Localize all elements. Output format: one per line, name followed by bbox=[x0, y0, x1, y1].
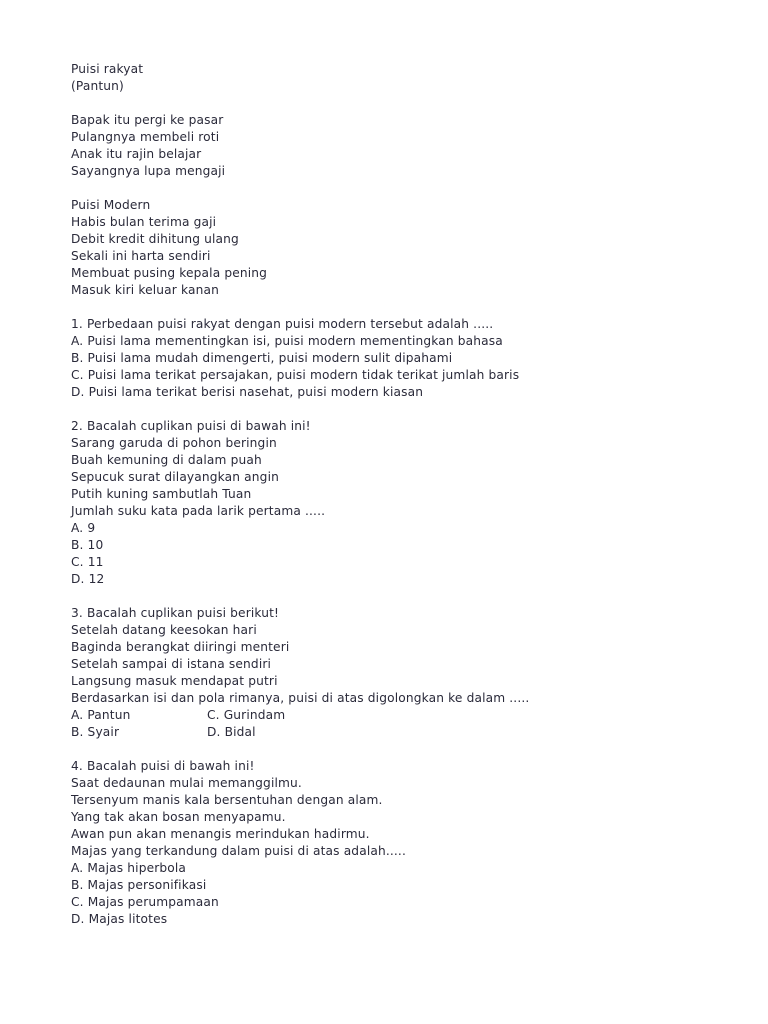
poem-line: Setelah datang keesokan hari bbox=[71, 623, 257, 637]
question-text: 1. Perbedaan puisi rakyat dengan puisi modern tersebut adalah ..... bbox=[71, 317, 494, 331]
answer-option: B. Syair bbox=[71, 725, 120, 739]
answer-option: A. 9 bbox=[71, 521, 96, 535]
poem-line: Tersenyum manis kala bersentuhan dengan alam. bbox=[71, 793, 383, 807]
question-text: 4. Bacalah puisi di bawah ini! bbox=[71, 759, 255, 773]
answer-option: B. Puisi lama mudah dimengerti, puisi modern sulit dipahami bbox=[71, 351, 453, 365]
question-4 bbox=[71, 758, 731, 928]
answer-option: D. Puisi lama terikat berisi nasehat, puisi modern kiasan bbox=[71, 385, 424, 399]
poem-line: Habis bulan terima gaji bbox=[71, 215, 217, 229]
title-block bbox=[71, 61, 731, 95]
poem-line: Baginda berangkat diiringi menteri bbox=[71, 640, 290, 654]
answer-option: B. 10 bbox=[71, 538, 104, 552]
poem-line: Saat dedaunan mulai memanggilmu. bbox=[71, 776, 302, 790]
document-page bbox=[71, 61, 731, 945]
answer-option: D. 12 bbox=[71, 572, 105, 586]
answer-option: C. Majas perumpamaan bbox=[71, 895, 219, 909]
poem-line: Membuat pusing kepala pening bbox=[71, 266, 268, 280]
modern-poem bbox=[71, 197, 731, 299]
answer-option: D. Bidal bbox=[207, 725, 256, 739]
answer-option: C. 11 bbox=[71, 555, 104, 569]
poem-line: Bapak itu pergi ke pasar bbox=[71, 113, 224, 127]
answer-option: C. Gurindam bbox=[207, 708, 286, 722]
poem-line: Masuk kiri keluar kanan bbox=[71, 283, 219, 297]
question-2 bbox=[71, 418, 731, 588]
poem-line: Awan pun akan menangis merindukan hadirmu. bbox=[71, 827, 370, 841]
poem-line: Yang tak akan bosan menyapamu. bbox=[71, 810, 286, 824]
pantun-poem bbox=[71, 112, 731, 180]
answer-option: A. Puisi lama mementingkan isi, puisi modern mementingkan bahasa bbox=[71, 334, 503, 348]
question-text: 2. Bacalah cuplikan puisi di bawah ini! bbox=[71, 419, 311, 433]
document-title: Puisi rakyat bbox=[71, 62, 144, 76]
answer-option: A. Pantun bbox=[71, 708, 131, 722]
poem-line: Langsung masuk mendapat putri bbox=[71, 674, 278, 688]
poem-line: Sayangnya lupa mengaji bbox=[71, 164, 226, 178]
document-subtitle: (Pantun) bbox=[71, 79, 124, 93]
answer-options-row bbox=[71, 707, 731, 724]
answer-option: C. Puisi lama terikat persajakan, puisi modern tidak terikat jumlah baris bbox=[71, 368, 520, 382]
question-prompt: Berdasarkan isi dan pola rimanya, puisi di atas digolongkan ke dalam ..... bbox=[71, 691, 530, 705]
question-1 bbox=[71, 316, 731, 401]
poem-line: Sepucuk surat dilayangkan angin bbox=[71, 470, 279, 484]
poem-line: Putih kuning sambutlah Tuan bbox=[71, 487, 252, 501]
poem-line: Setelah sampai di istana sendiri bbox=[71, 657, 272, 671]
poem-line: Sekali ini harta sendiri bbox=[71, 249, 211, 263]
poem-line: Pulangnya membeli roti bbox=[71, 130, 220, 144]
poem-line: Buah kemuning di dalam puah bbox=[71, 453, 262, 467]
question-text: 3. Bacalah cuplikan puisi berikut! bbox=[71, 606, 280, 620]
poem-line: Anak itu rajin belajar bbox=[71, 147, 202, 161]
question-prompt: Jumlah suku kata pada larik pertama ..... bbox=[71, 504, 326, 518]
answer-option: D. Majas litotes bbox=[71, 912, 168, 926]
answer-option: B. Majas personifikasi bbox=[71, 878, 207, 892]
question-3 bbox=[71, 605, 731, 741]
poem-line: Sarang garuda di pohon beringin bbox=[71, 436, 277, 450]
answer-option: A. Majas hiperbola bbox=[71, 861, 187, 875]
question-prompt: Majas yang terkandung dalam puisi di atas adalah..... bbox=[71, 844, 406, 858]
answer-options-row bbox=[71, 724, 731, 741]
poem-line: Debit kredit dihitung ulang bbox=[71, 232, 239, 246]
modern-poem-heading: Puisi Modern bbox=[71, 198, 151, 212]
